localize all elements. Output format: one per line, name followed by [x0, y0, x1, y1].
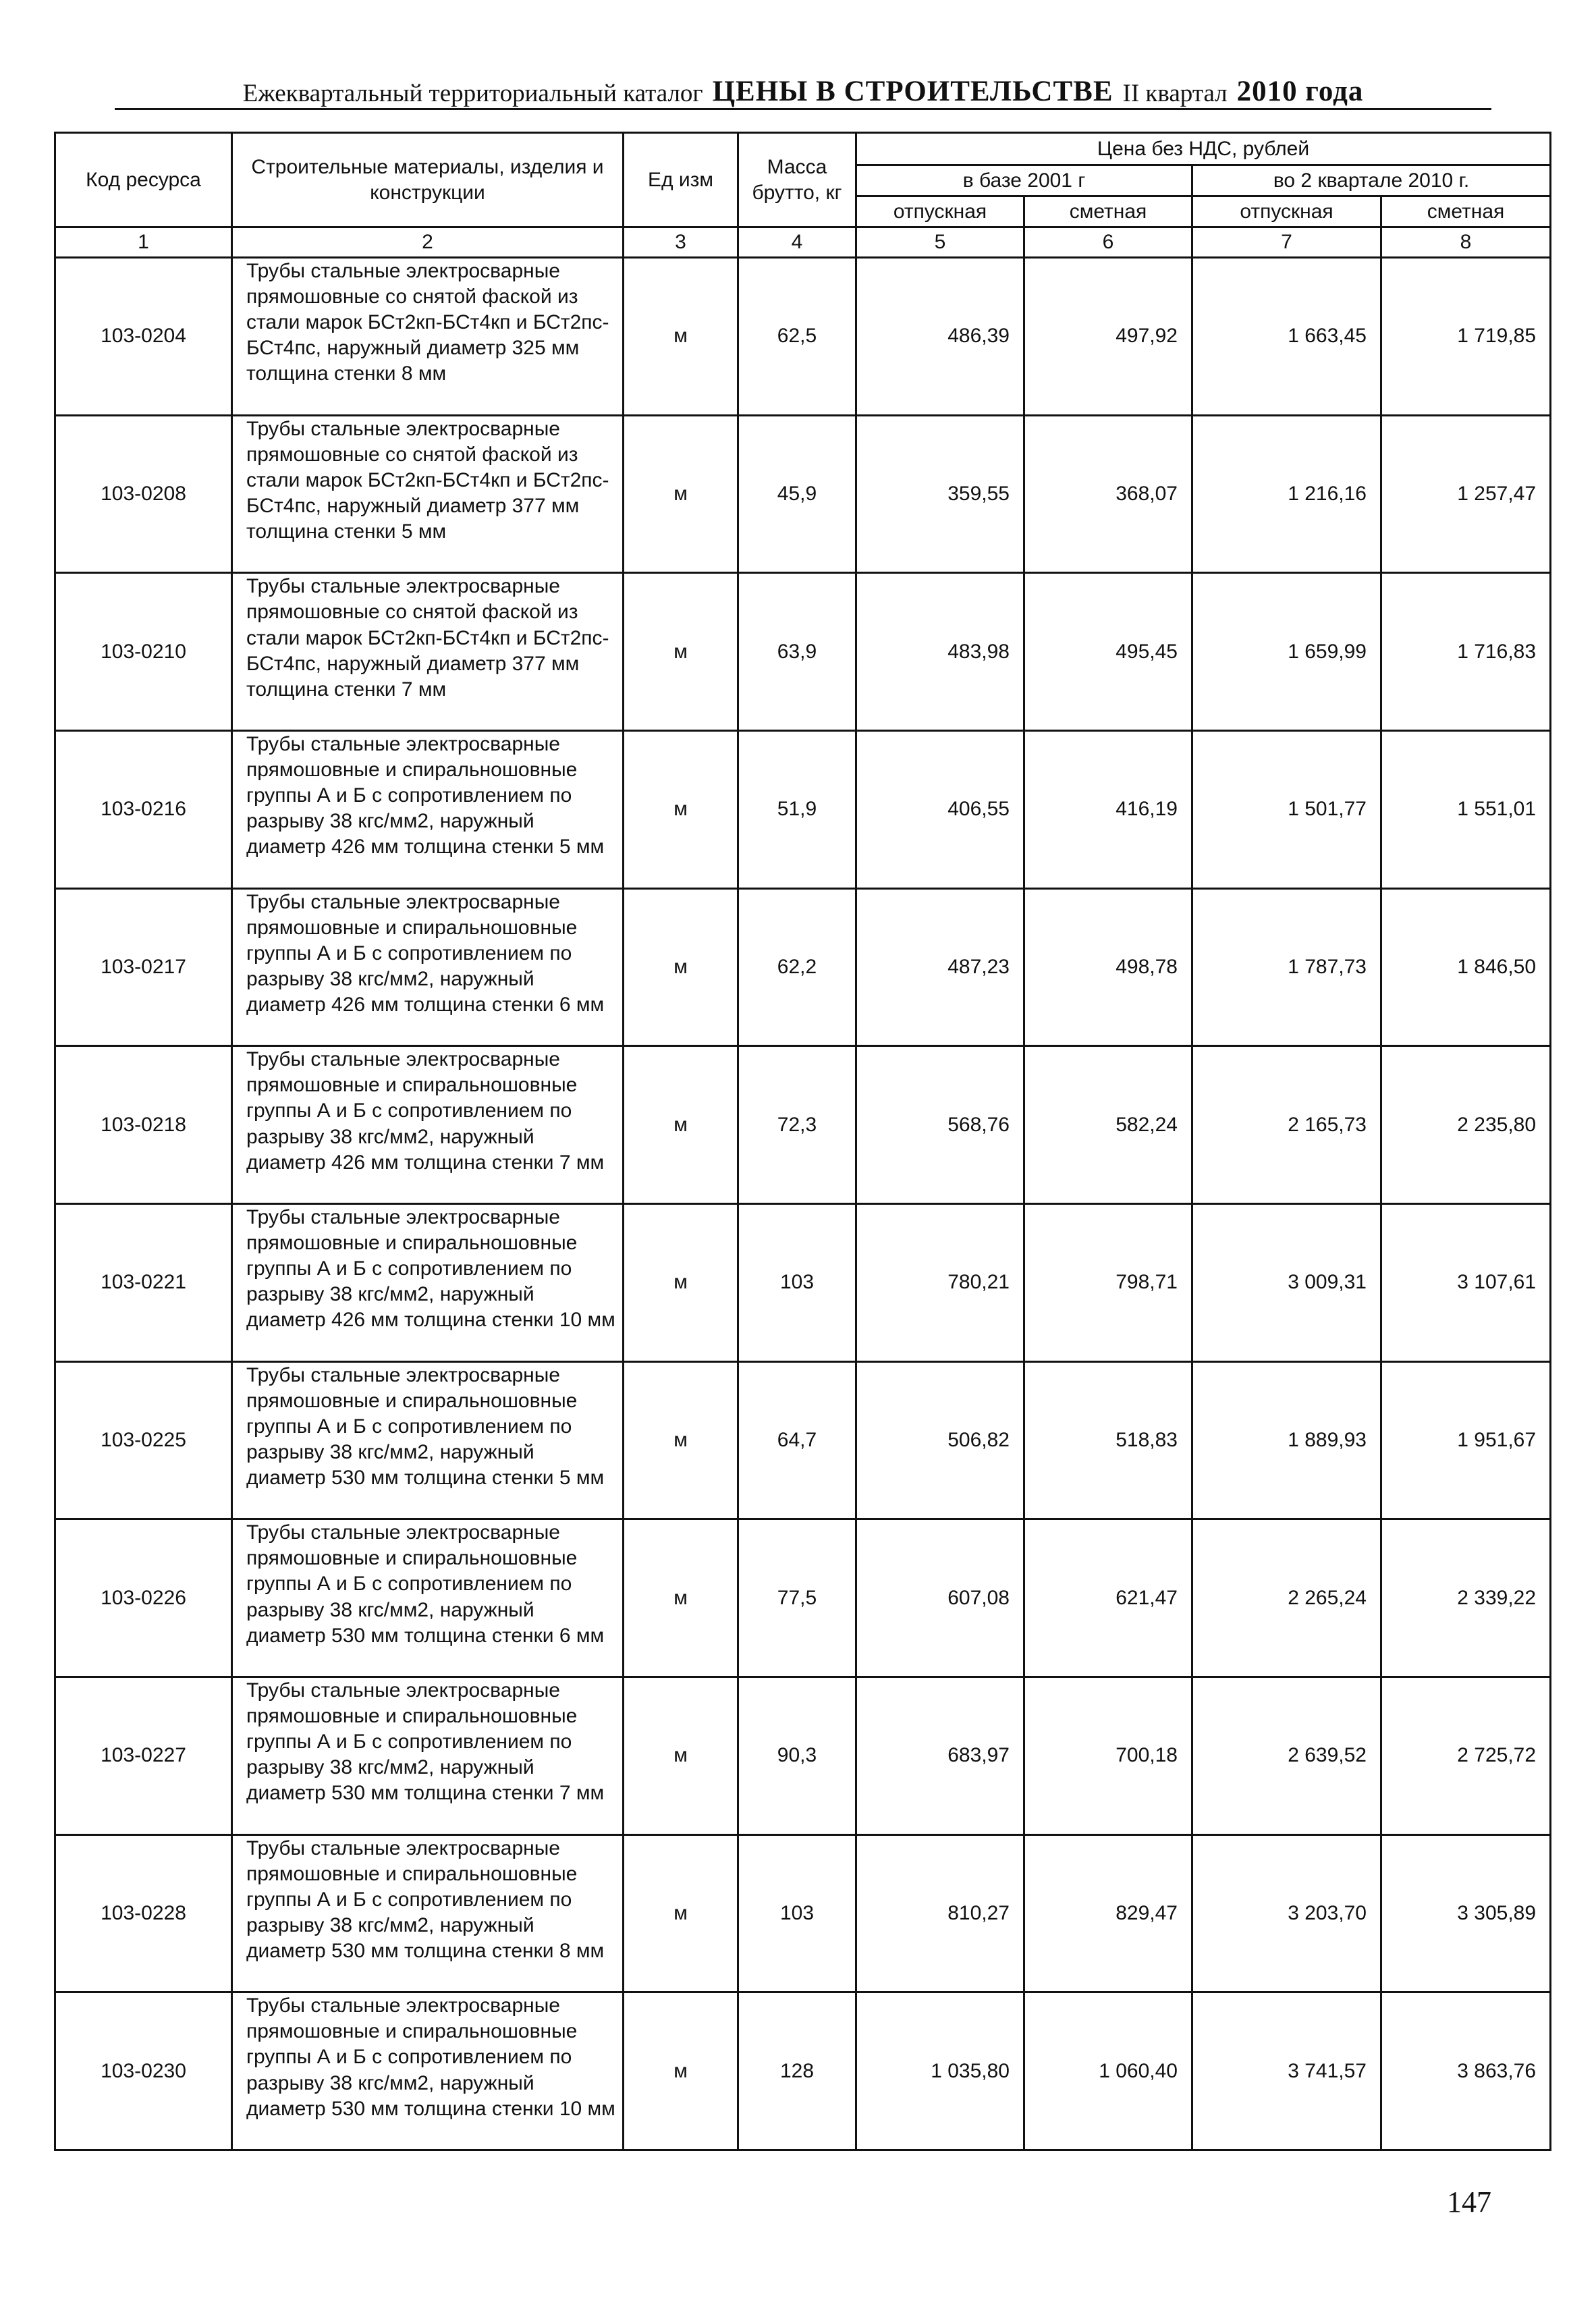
- header-q2-release: отпускная: [1192, 196, 1381, 227]
- gross-mass: 103: [738, 1203, 856, 1361]
- gross-mass: 62,2: [738, 888, 856, 1046]
- header-year: 2010 года: [1236, 76, 1364, 107]
- q2-2010-estimate-price: 1 951,67: [1381, 1361, 1551, 1519]
- unit: м: [624, 1046, 738, 1204]
- q2-2010-estimate-price: 2 235,80: [1381, 1046, 1551, 1204]
- table-body: [55, 258, 1551, 2150]
- unit: м: [624, 1203, 738, 1361]
- base-2001-estimate-price: 368,07: [1024, 415, 1192, 573]
- base-2001-estimate-price: 498,78: [1024, 888, 1192, 1046]
- q2-2010-release-price: 3 741,57: [1192, 1992, 1381, 2150]
- base-2001-estimate-price: 495,45: [1024, 573, 1192, 731]
- header-title: ЦЕНЫ В СТРОИТЕЛЬСТВЕ: [712, 76, 1113, 107]
- unit: м: [624, 1519, 738, 1677]
- unit: м: [624, 415, 738, 573]
- gross-mass: 90,3: [738, 1677, 856, 1834]
- base-2001-release-price: 359,55: [856, 415, 1024, 573]
- page-number: 147: [1447, 2185, 1491, 2219]
- table-row: [55, 1992, 1551, 2150]
- base-2001-release-price: 487,23: [856, 888, 1024, 1046]
- table-row: [55, 1834, 1551, 1992]
- header-q2-2010: во 2 квартале 2010 г.: [1192, 165, 1551, 196]
- material-name: Трубы стальные электросварные прямошовные и спиральношовные группы А и Б с сопротивлением по разрыву 38 кгс/мм2, наружный диаметр 530 мм толщина стенки 8 мм: [232, 1834, 624, 1992]
- header-q2-estimate: сметная: [1381, 196, 1551, 227]
- column-number: 2: [232, 227, 624, 258]
- material-name: Трубы стальные электросварные прямошовные и спиральношовные группы А и Б с сопротивлением по разрыву 38 кгс/мм2, наружный диаметр 530 мм толщина стенки 6 мм: [232, 1519, 624, 1677]
- material-name: Трубы стальные электросварные прямошовные и спиральношовные группы А и Б с сопротивлением по разрыву 38 кгс/мм2, наружный диаметр 426 мм толщина стенки 10 мм: [232, 1203, 624, 1361]
- gross-mass: 63,9: [738, 573, 856, 731]
- q2-2010-estimate-price: 3 305,89: [1381, 1834, 1551, 1992]
- q2-2010-release-price: 1 889,93: [1192, 1361, 1381, 1519]
- base-2001-estimate-price: 497,92: [1024, 258, 1192, 416]
- q2-2010-estimate-price: 1 719,85: [1381, 258, 1551, 416]
- base-2001-release-price: 1 035,80: [856, 1992, 1024, 2150]
- base-2001-estimate-price: 621,47: [1024, 1519, 1192, 1677]
- base-2001-release-price: 406,55: [856, 730, 1024, 888]
- q2-2010-estimate-price: 1 551,01: [1381, 730, 1551, 888]
- resource-code: 103-0218: [55, 1046, 232, 1204]
- base-2001-release-price: 683,97: [856, 1677, 1024, 1834]
- material-name: Трубы стальные электросварные прямошовные и спиральношовные группы А и Б с сопротивлением по разрыву 38 кгс/мм2, наружный диаметр 530 мм толщина стенки 7 мм: [232, 1677, 624, 1834]
- base-2001-release-price: 568,76: [856, 1046, 1024, 1204]
- q2-2010-release-price: 2 265,24: [1192, 1519, 1381, 1677]
- table-row: [55, 1677, 1551, 1834]
- resource-code: 103-0208: [55, 415, 232, 573]
- unit: м: [624, 1361, 738, 1519]
- q2-2010-estimate-price: 3 107,61: [1381, 1203, 1551, 1361]
- column-number: 8: [1381, 227, 1551, 258]
- unit: м: [624, 258, 738, 416]
- gross-mass: 128: [738, 1992, 856, 2150]
- base-2001-release-price: 506,82: [856, 1361, 1024, 1519]
- resource-code: 103-0221: [55, 1203, 232, 1361]
- gross-mass: 72,3: [738, 1046, 856, 1204]
- header-rule: [115, 108, 1491, 110]
- column-number: 6: [1024, 227, 1192, 258]
- table-row: [55, 1361, 1551, 1519]
- resource-code: 103-0225: [55, 1361, 232, 1519]
- base-2001-release-price: 810,27: [856, 1834, 1024, 1992]
- column-number: 5: [856, 227, 1024, 258]
- column-number: 1: [55, 227, 232, 258]
- q2-2010-release-price: 1 663,45: [1192, 258, 1381, 416]
- base-2001-estimate-price: 582,24: [1024, 1046, 1192, 1204]
- header-price-group: Цена без НДС, рублей: [856, 133, 1551, 165]
- base-2001-estimate-price: 1 060,40: [1024, 1992, 1192, 2150]
- q2-2010-release-price: 1 787,73: [1192, 888, 1381, 1046]
- base-2001-release-price: 483,98: [856, 573, 1024, 731]
- gross-mass: 64,7: [738, 1361, 856, 1519]
- base-2001-estimate-price: 518,83: [1024, 1361, 1192, 1519]
- q2-2010-release-price: 3 203,70: [1192, 1834, 1381, 1992]
- q2-2010-release-price: 1 501,77: [1192, 730, 1381, 888]
- table-row: [55, 1519, 1551, 1677]
- unit: м: [624, 573, 738, 731]
- base-2001-release-price: 780,21: [856, 1203, 1024, 1361]
- gross-mass: 51,9: [738, 730, 856, 888]
- gross-mass: 77,5: [738, 1519, 856, 1677]
- header-quarter: II квартал: [1122, 80, 1228, 107]
- column-number: 3: [624, 227, 738, 258]
- resource-code: 103-0230: [55, 1992, 232, 2150]
- header-base-estimate: сметная: [1024, 196, 1192, 227]
- column-number: 7: [1192, 227, 1381, 258]
- unit: м: [624, 1834, 738, 1992]
- q2-2010-estimate-price: 1 257,47: [1381, 415, 1551, 573]
- material-name: Трубы стальные электросварные прямошовные и спиральношовные группы А и Б с сопротивлением по разрыву 38 кгс/мм2, наружный диаметр 426 мм толщина стенки 7 мм: [232, 1046, 624, 1204]
- base-2001-estimate-price: 798,71: [1024, 1203, 1192, 1361]
- q2-2010-estimate-price: 3 863,76: [1381, 1992, 1551, 2150]
- resource-code: 103-0204: [55, 258, 232, 416]
- table-row: [55, 258, 1551, 416]
- material-name: Трубы стальные электросварные прямошовные и спиральношовные группы А и Б с сопротивлением по разрыву 38 кгс/мм2, наружный диаметр 426 мм толщина стенки 6 мм: [232, 888, 624, 1046]
- resource-code: 103-0228: [55, 1834, 232, 1992]
- unit: м: [624, 1677, 738, 1834]
- material-name: Трубы стальные электросварные прямошовные и спиральношовные группы А и Б с сопротивлением по разрыву 38 кгс/мм2, наружный диаметр 530 мм толщина стенки 10 мм: [232, 1992, 624, 2150]
- header-unit: Ед изм: [624, 133, 738, 227]
- table-row: [55, 888, 1551, 1046]
- table-row: [55, 415, 1551, 573]
- q2-2010-estimate-price: 2 725,72: [1381, 1677, 1551, 1834]
- gross-mass: 62,5: [738, 258, 856, 416]
- material-name: Трубы стальные электросварные прямошовные и спиральношовные группы А и Б с сопротивлением по разрыву 38 кгс/мм2, наружный диаметр 530 мм толщина стенки 5 мм: [232, 1361, 624, 1519]
- resource-code: 103-0226: [55, 1519, 232, 1677]
- base-2001-release-price: 486,39: [856, 258, 1024, 416]
- base-2001-estimate-price: 416,19: [1024, 730, 1192, 888]
- base-2001-estimate-price: 700,18: [1024, 1677, 1192, 1834]
- running-header: [115, 67, 1491, 108]
- unit: м: [624, 730, 738, 888]
- price-table: [54, 132, 1551, 2151]
- gross-mass: 45,9: [738, 415, 856, 573]
- material-name: Трубы стальные электросварные прямошовные со снятой фаской из стали марок БСт2кп-БСт4кп и БСт2пс-БСт4пс, наружный диаметр 377 мм толщина стенки 7 мм: [232, 573, 624, 731]
- base-2001-estimate-price: 829,47: [1024, 1834, 1192, 1992]
- q2-2010-release-price: 2 165,73: [1192, 1046, 1381, 1204]
- header-base-2001: в базе 2001 г: [856, 165, 1192, 196]
- table-row: [55, 573, 1551, 731]
- q2-2010-release-price: 3 009,31: [1192, 1203, 1381, 1361]
- resource-code: 103-0217: [55, 888, 232, 1046]
- resource-code: 103-0210: [55, 573, 232, 731]
- material-name: Трубы стальные электросварные прямошовные со снятой фаской из стали марок БСт2кп-БСт4кп и БСт2пс-БСт4пс, наружный диаметр 377 мм толщина стенки 5 мм: [232, 415, 624, 573]
- unit: м: [624, 1992, 738, 2150]
- material-name: Трубы стальные электросварные прямошовные и спиральношовные группы А и Б с сопротивлением по разрыву 38 кгс/мм2, наружный диаметр 426 мм толщина стенки 5 мм: [232, 730, 624, 888]
- resource-code: 103-0227: [55, 1677, 232, 1834]
- material-name: Трубы стальные электросварные прямошовные со снятой фаской из стали марок БСт2кп-БСт4кп и БСт2пс-БСт4пс, наружный диаметр 325 мм толщина стенки 8 мм: [232, 258, 624, 416]
- column-number: 4: [738, 227, 856, 258]
- q2-2010-estimate-price: 1 846,50: [1381, 888, 1551, 1046]
- q2-2010-estimate-price: 2 339,22: [1381, 1519, 1551, 1677]
- gross-mass: 103: [738, 1834, 856, 1992]
- q2-2010-release-price: 1 216,16: [1192, 415, 1381, 573]
- header-base-release: отпускная: [856, 196, 1024, 227]
- table-row: [55, 1203, 1551, 1361]
- q2-2010-estimate-price: 1 716,83: [1381, 573, 1551, 731]
- base-2001-release-price: 607,08: [856, 1519, 1024, 1677]
- unit: м: [624, 888, 738, 1046]
- header-name: Строительные материалы, изделия и конструкции: [232, 133, 624, 227]
- header-mass: Масса брутто, кг: [738, 133, 856, 227]
- header-code: Код ресурса: [55, 133, 232, 227]
- resource-code: 103-0216: [55, 730, 232, 888]
- q2-2010-release-price: 2 639,52: [1192, 1677, 1381, 1834]
- header-prefix: Ежеквартальный территориальный каталог: [242, 80, 703, 107]
- q2-2010-release-price: 1 659,99: [1192, 573, 1381, 731]
- table-row: [55, 1046, 1551, 1204]
- table-row: [55, 730, 1551, 888]
